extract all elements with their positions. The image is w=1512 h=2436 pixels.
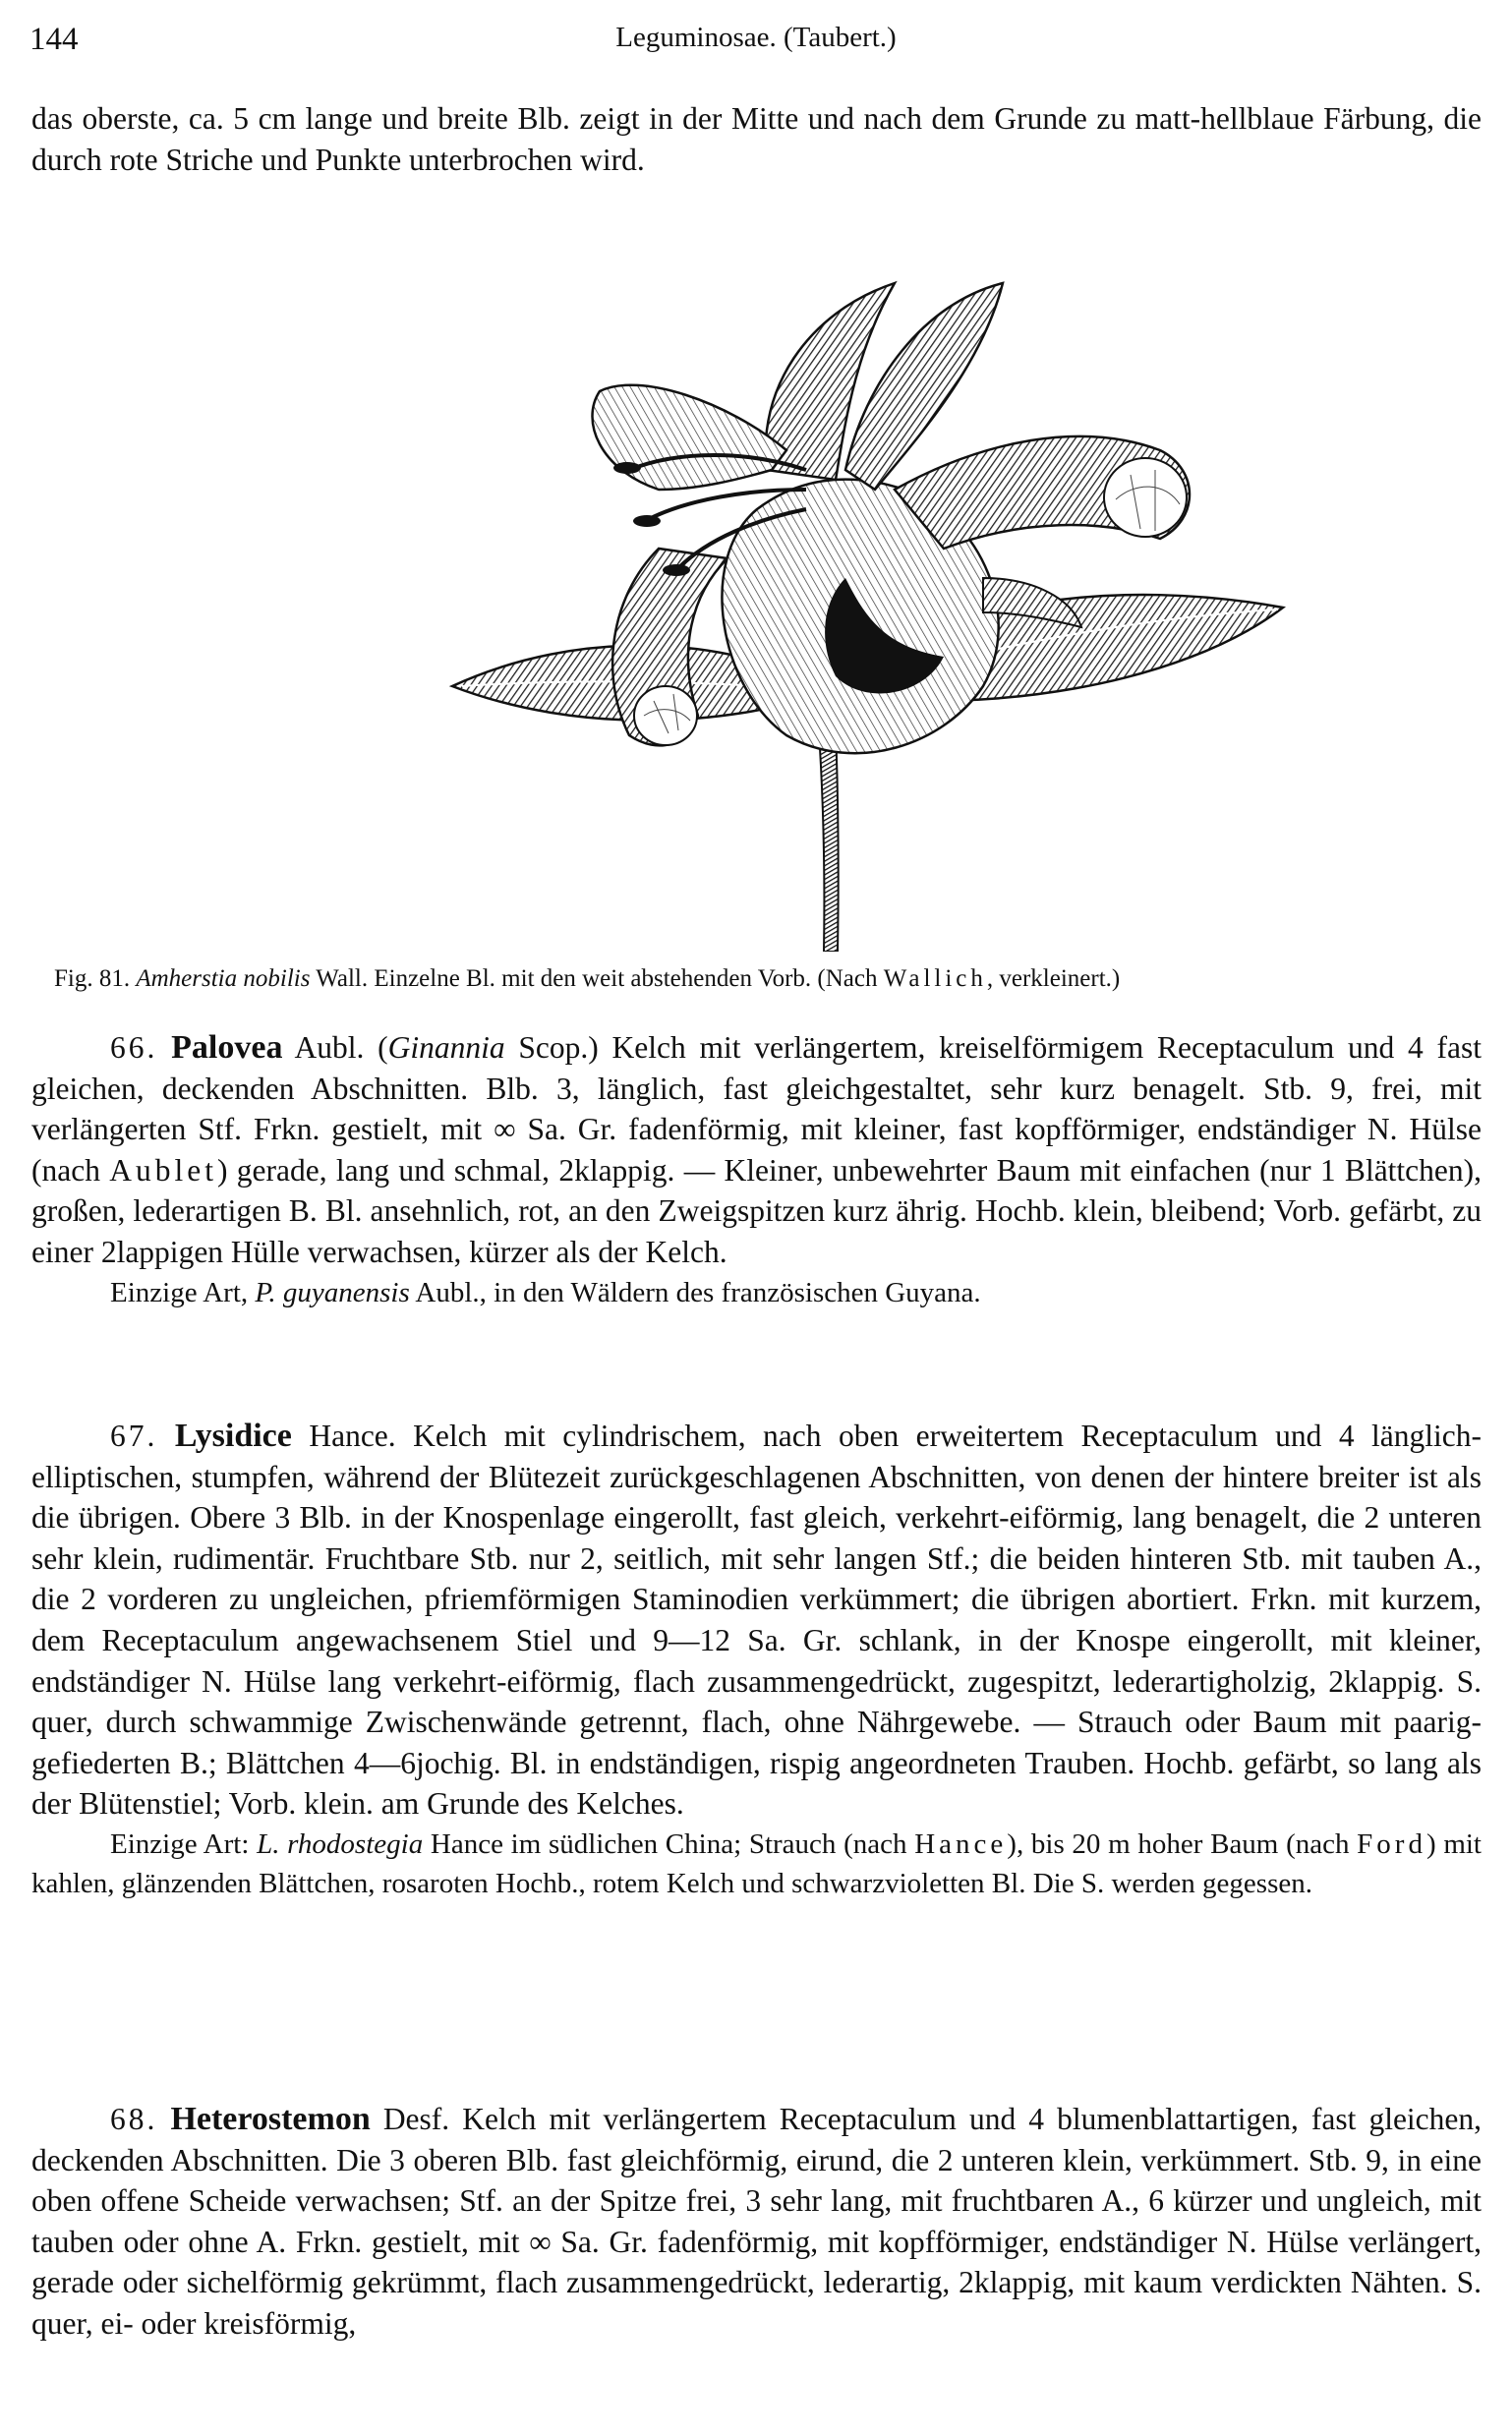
section-66-synonym-open: ( — [378, 1030, 388, 1065]
section-66-note-species: P. guyanensis — [255, 1276, 410, 1308]
section-66-text-spaced: Aublet — [109, 1152, 217, 1188]
section-67-note-species: L. rhodostegia — [257, 1827, 424, 1860]
section-67 — [31, 1416, 1482, 1903]
section-67-note-post: ) mit kahlen, glänzenden Blättchen, rosaroten Hochb., rotem Kelch und schwarzvioletten Bl. Die S. werden gegessen. — [31, 1827, 1482, 1899]
intro-paragraph — [31, 98, 1482, 180]
section-68-authority: Desf. — [382, 2102, 450, 2136]
section-68-genus: Heterostemon — [170, 2101, 371, 2137]
figure-description: Einzelne Bl. mit den weit abstehenden Vorb. — [374, 965, 812, 992]
section-67-text: Kelch mit cylindrischem, nach oben erweitertem Receptaculum und 4 länglich-elliptischen, stumpfen, während der Blütezeit zurückgeschlagenen Abschnitten, von denen der hintere breiter ist als die übrigen. Obere 3 Blb. in der Knospenlage eingerollt, fast gleich, verkehrt-eiförmig, lang benagelt, die 2 unteren sehr klein, rudimentär. Fruchtbare Stb. nur 2, seitlich, mit sehr langen Stf.; die beiden hinteren Stb. mit tauben A., die 2 vorderen zu ungleichen, pfriemförmigen Staminodien verkümmert; die übrigen abortiert. Frkn. mit kurzem, dem Receptaculum angewachsenem Stiel und 9—12 Sa. Gr. schlank, in der Knospe eingerollt, mit kleiner, endständiger N. Hülse lang verkehrt-eiförmig, flach zusammengedrückt, zugespitzt, lederartigholzig, 2klappig. S. quer, durch schwammige Zwischenwände getrennt, flach, ohne Nährgewebe. — Strauch oder Baum mit paarig-gefiederten B.; Blättchen 4—6jochig. Bl. in endständigen, rispig angeordneten Trauben. Hochb. gefärbt, so lang als der Blütenstiel; Vorb. klein. am Grunde des Kelches. — [31, 1419, 1483, 1822]
page-number: 144 — [29, 22, 79, 57]
figure-author: Wall. — [316, 965, 369, 992]
figure-source-post: , verkleinert.) — [986, 965, 1121, 992]
section-66-note-pre: Einzige Art, — [110, 1276, 256, 1308]
section-66-text-a: Kelch mit verlängertem, kreiselförmigem Receptaculum und 4 fast gleichen, deckenden Abschnitten. Blb. 3, länglich, fast gleichgestaltet, sehr kurz benagelt. Stb. 9, frei, mit verlängerten Stf. Frkn. gestielt, mit ∞ Sa. Gr. fadenförmig, mit kleiner, fast kopfförmiger, endständiger N. Hülse (nach — [31, 1030, 1482, 1188]
section-66-body — [31, 1027, 1482, 1273]
intro-text: das oberste, ca. 5 cm lange und breite Blb. zeigt in der Mitte und nach dem Grunde zu matt-hellblaue Färbung, die durch rote Striche und Punkte unterbrochen wird. — [31, 101, 1482, 177]
section-66 — [31, 1027, 1482, 1312]
figure-label: Fig. 81. — [54, 965, 131, 992]
section-67-number: 67. — [110, 1419, 158, 1453]
section-67-note-name2: Ford — [1357, 1827, 1426, 1860]
page-header — [29, 22, 1483, 65]
section-67-note-mid2: ), bis 20 m hoher Baum (nach — [1007, 1827, 1358, 1860]
running-title: Leguminosae. (Taubert.) — [615, 22, 897, 53]
figure-caption — [54, 965, 1480, 993]
section-66-authority: Aubl. — [294, 1030, 365, 1065]
section-66-note-post: Aubl., in den Wäldern des französischen Guyana. — [409, 1276, 981, 1308]
section-68 — [31, 2099, 1482, 2345]
section-67-authority: Hance. — [309, 1419, 396, 1453]
section-67-genus: Lysidice — [174, 1418, 292, 1454]
section-67-note-pre: Einzige Art: — [110, 1827, 258, 1860]
section-67-note-name1: Hance — [914, 1827, 1008, 1860]
section-68-number: 68. — [110, 2102, 158, 2136]
section-66-synonym-author: Scop.) — [504, 1030, 599, 1065]
section-67-note — [31, 1825, 1482, 1903]
figure-source-pre: (Nach — [817, 965, 878, 992]
section-67-note-mid1: Hance im südlichen China; Strauch (nach — [423, 1827, 915, 1860]
section-68-text: Kelch mit verlängertem Receptaculum und 4 blumenblattartigen, fast gleichen, deckenden Abschnitten. Die 3 oberen Blb. fast gleichförmig, eirund, die 2 unteren klein, verkümmert. Stb. 9, in eine oben offene Scheide verwachsen; Stf. an der Spitze frei, 3 sehr lang, mit fruchtbaren A., 6 kürzer und ungleich, mit tauben oder ohne A. Frkn. gestielt, mit ∞ Sa. Gr. fadenförmig, mit kopfförmiger, endständiger N. Hülse verlängert, gerade oder sichelförmig gekrümmt, flach zusammengedrückt, lederartig, 2klappig, mit kaum verdickten Nähten. S. quer, ei- oder kreisförmig, — [31, 2102, 1483, 2341]
section-66-note — [31, 1273, 1482, 1312]
figure-source-name: Wallich — [883, 965, 987, 992]
section-68-body — [31, 2099, 1482, 2345]
amherstia-flower-illustration — [433, 224, 1494, 952]
section-67-body — [31, 1416, 1482, 1825]
section-66-number: 66. — [110, 1030, 158, 1065]
section-66-text-b: ) gerade, lang und schmal, 2klappig. — Kleiner, unbewehrter Baum mit einfachen (nur 1 Blättchen), großen, lederartigen B. Bl. ansehnlich, rot, an den Zweigspitzen kurz ährig. Hochb. klein, bleibend; Vorb. gefärbt, zu einer 2lappigen Hülle verwachsen, kürzer als der Kelch. — [31, 1152, 1483, 1269]
section-66-synonym-genus: Ginannia — [387, 1030, 505, 1065]
figure-species: Amherstia nobilis — [136, 965, 311, 992]
section-66-genus: Palovea — [171, 1029, 283, 1066]
